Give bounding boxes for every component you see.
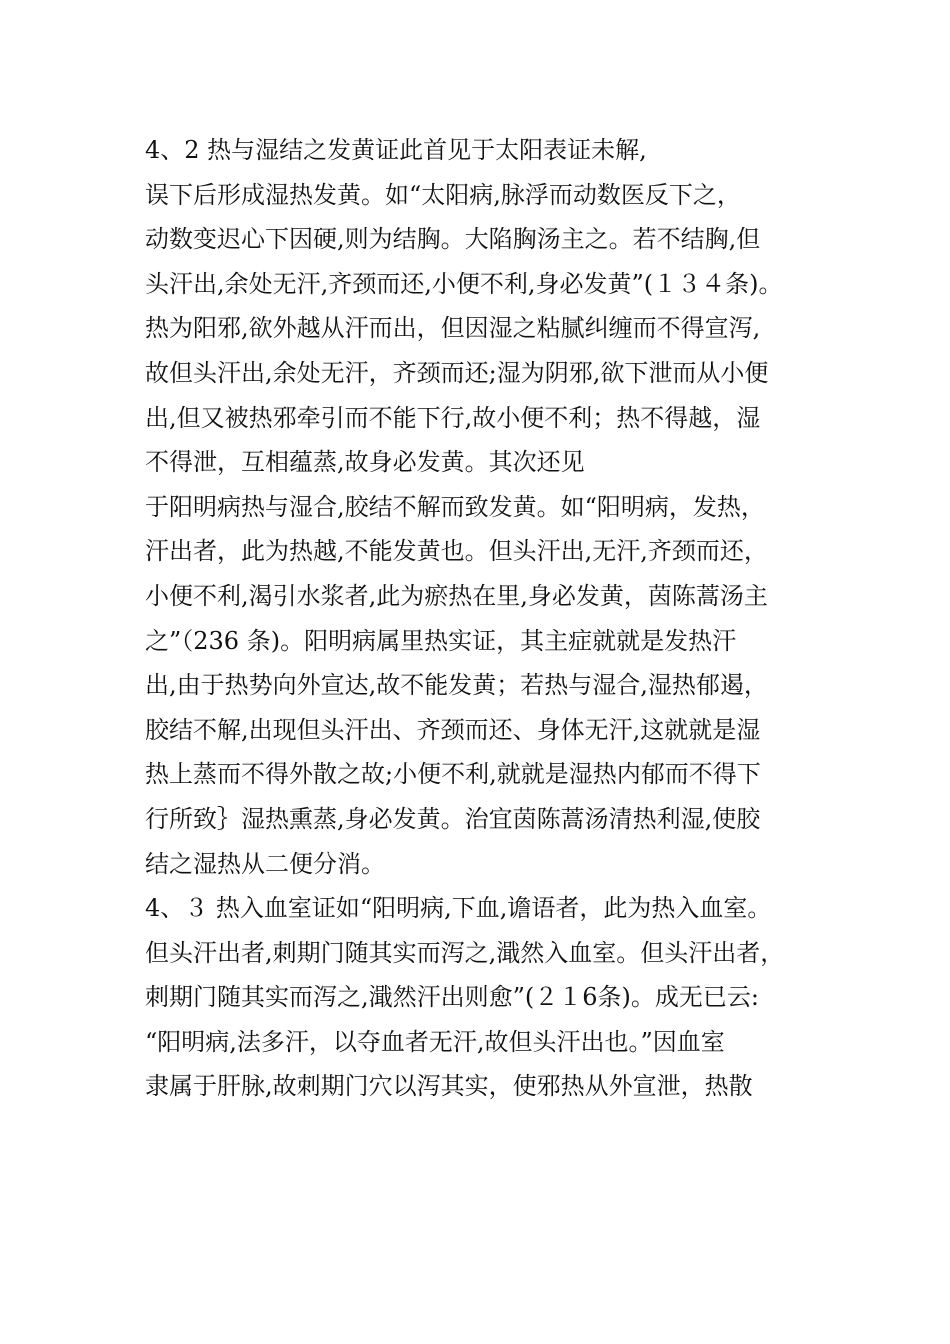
- text-line-11: 小便不利,渴引水浆者,此为瘀热在里,身必发黄，茵陈蒿汤主: [145, 581, 768, 610]
- text-line-3: 动数变迟心下因硬,则为结胸。大陷胸汤主之。若不结胸,但: [145, 225, 761, 254]
- text-line-2: 误下后形成湿热发黄。如“太阳病,脉浮而动数医反下之，: [145, 180, 741, 209]
- text-line-20: 刺期门随其实而泻之,濈然汗出则愈”(２１6条)。成无已云:: [145, 983, 759, 1012]
- text-line-1: 4、2 热与湿结之发黄证此首见于太阳表证未解,: [145, 136, 647, 164]
- text-line-5: 热为阳邪,欲外越从汗而出，但因湿之粘腻纠缠而不得宣泻,: [145, 314, 761, 343]
- text-line-13: 出,由于热势向外宣达,故不能发黄；若热与湿合,湿热郁遏，: [145, 671, 768, 700]
- text-line-7: 出,但又被热邪牵引而不能下行,故小便不利；热不得越，湿: [145, 403, 761, 432]
- text-line-17: 结之湿热从二便分消。: [145, 849, 385, 878]
- text-line-6: 故但头汗出,余处无汗，齐颈而还;湿为阴邪,欲下泄而从小便: [145, 358, 769, 387]
- text-line-10: 汗出者，此为热越,不能发黄也。但头汗出,无汗,齐颈而还，: [145, 537, 768, 566]
- text-line-15: 热上蒸而不得外散之故;小便不利,就就是湿热内郁而不得下: [145, 760, 761, 789]
- text-line-8: 不得泄，互相蕴蒸,故身必发黄。其次还见: [145, 448, 585, 477]
- text-line-22: 隶属于肝脉,故刺期门穴以泻其实，使邪热从外宣泄，热散: [145, 1072, 753, 1101]
- text-line-9: 于阳明病热与湿合,胶结不解而致发黄。如“阳明病，发热，: [145, 492, 765, 521]
- text-line-12: 之”（236 条)。阳明病属里热实证，其主症就就是发热汗: [145, 626, 737, 655]
- text-line-16: 行所致｝湿热熏蒸,身必发黄。治宜茵陈蒿汤清热利湿,使胶: [145, 804, 761, 833]
- text-line-19: 但头汗出者,刺期门随其实而泻之,濈然入血室。但头汗出者，: [145, 938, 785, 967]
- text-line-18: 4、３ 热入血室证如“阳明病,下血,谵语者，此为热入血室。: [145, 894, 772, 923]
- body-text: [145, 128, 825, 1109]
- text-line-4: 头汗出,余处无汗,齐颈而还,小便不利,身必发黄”(１３４条)。: [145, 269, 783, 298]
- text-line-14: 胶结不解,出现但头汗出、齐颈而还、身体无汗,这就就是湿: [145, 715, 761, 744]
- text-line-21: “阳明病,法多汗，以夺血者无汗,故但头汗出也。”因血室: [145, 1027, 725, 1056]
